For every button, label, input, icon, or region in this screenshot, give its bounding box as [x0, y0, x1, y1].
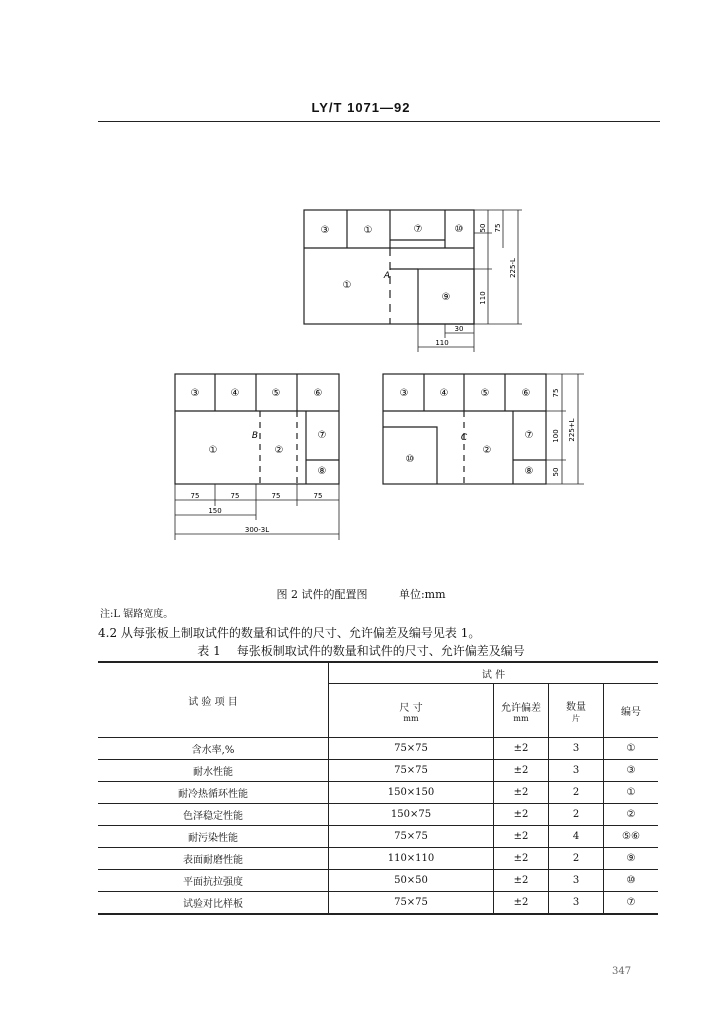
header-quantity [549, 684, 604, 738]
cell-qty: 3 [549, 870, 604, 892]
paragraph-4-2: 4.2 从每张板上制取试件的数量和试件的尺寸、允许偏差及编号见表 1。 [98, 626, 481, 640]
cell-qty: 3 [549, 760, 604, 782]
board-a-letter: A [383, 271, 391, 281]
table-row [98, 826, 658, 848]
cell-tol: ±2 [494, 804, 549, 826]
header-size [329, 684, 494, 738]
cell-size: 150×75 [329, 804, 494, 826]
figure-caption [0, 586, 722, 602]
cell-item: 试验对比样板 [98, 892, 329, 915]
cell-item: 平面抗拉强度 [98, 870, 329, 892]
table-row [98, 782, 658, 804]
dim-label: 300-3L [244, 526, 270, 534]
table-caption-text: 每张板制取试件的数量和试件的尺寸、允许偏差及编号 [236, 644, 525, 658]
cell-no: ⑩ [604, 870, 659, 892]
figure-caption-text: 图 2 试件的配置图 [276, 588, 368, 601]
board-b-top-label: ⑥ [313, 388, 323, 399]
cell-qty: 3 [549, 892, 604, 915]
cell-size: 150×150 [329, 782, 494, 804]
dim-label: 75 [190, 492, 200, 500]
cell-item: 含水率,% [98, 738, 329, 760]
cell-size: 75×75 [329, 892, 494, 915]
header-quantity-unit: 片 [572, 713, 580, 723]
cell-no: ⑤⑥ [604, 826, 659, 848]
board-b-top-label: ④ [230, 388, 240, 399]
dim-label: 225+L [568, 418, 576, 442]
cell-no: ② [604, 804, 659, 826]
table-row [98, 804, 658, 826]
table-caption [0, 642, 722, 659]
header-quantity-label: 数量 [566, 701, 586, 713]
board-c-top-label: ⑥ [521, 388, 531, 399]
dim-label: 75 [230, 492, 240, 500]
board-c-right-top-label: ⑦ [524, 430, 534, 441]
board-b-mid-label: ② [274, 445, 284, 456]
board-a-square-label: ⑨ [441, 292, 451, 303]
board-b-letter: B [251, 431, 259, 441]
cell-no: ③ [604, 760, 659, 782]
dim-label: 225-L [509, 258, 517, 278]
cell-item: 色泽稳定性能 [98, 804, 329, 826]
dim-label: 100 [552, 429, 560, 443]
cell-qty: 4 [549, 826, 604, 848]
board-b-right-bottom-label: ⑧ [317, 466, 327, 477]
cell-size: 50×50 [329, 870, 494, 892]
dim-label: 150 [208, 507, 222, 515]
table-caption-no: 表 1 [197, 644, 221, 658]
cell-no: ① [604, 738, 659, 760]
dim-label: 30 [454, 325, 464, 333]
cell-no: ⑦ [604, 892, 659, 915]
header-tolerance [494, 684, 549, 738]
board-a-top-label: ③ [320, 225, 330, 236]
cell-tol: ±2 [494, 826, 549, 848]
cell-tol: ±2 [494, 760, 549, 782]
cell-size: 75×75 [329, 738, 494, 760]
dim-label: 75 [313, 492, 323, 500]
dim-label: 50 [552, 467, 560, 477]
board-c-letter: C [460, 433, 468, 443]
board-a-large-label: ① [342, 280, 352, 291]
cell-tol: ±2 [494, 738, 549, 760]
board-c-mid-label: ② [482, 445, 492, 456]
cell-tol: ±2 [494, 782, 549, 804]
dim-label: 110 [435, 339, 449, 347]
header-number: 编号 [604, 684, 659, 738]
table-row [98, 760, 658, 782]
cell-tol: ±2 [494, 870, 549, 892]
cell-item: 表面耐磨性能 [98, 848, 329, 870]
cell-qty: 2 [549, 804, 604, 826]
header-size-unit: mm [403, 713, 419, 723]
cell-no: ① [604, 782, 659, 804]
cell-item: 耐冷热循环性能 [98, 782, 329, 804]
figure-note: 注:L 锯路宽度。 [100, 609, 174, 620]
header-piece: 试 件 [329, 662, 659, 684]
board-b-right-top-label: ⑦ [317, 430, 327, 441]
cell-size: 110×110 [329, 848, 494, 870]
header-item: 试 验 项 目 [98, 662, 329, 738]
table-row [98, 870, 658, 892]
board-c-top-label: ④ [439, 388, 449, 399]
header-tolerance-label: 允许偏差 [501, 702, 541, 714]
cell-size: 75×75 [329, 826, 494, 848]
board-a-top-label: ⑦ [413, 224, 423, 235]
page-number: 347 [612, 966, 632, 977]
cell-size: 75×75 [329, 760, 494, 782]
table-row [98, 892, 658, 915]
table-row [98, 848, 658, 870]
header-size-label: 尺 寸 [399, 702, 423, 714]
dim-label: 75 [494, 223, 502, 233]
table-row [98, 738, 658, 760]
board-c-top-label: ⑤ [480, 388, 490, 399]
cell-qty: 3 [549, 738, 604, 760]
document-code: LY/T 1071—92 [311, 100, 411, 115]
cell-item: 耐污染性能 [98, 826, 329, 848]
dim-label: 110 [479, 291, 487, 305]
header-tolerance-unit: mm [513, 713, 529, 723]
dim-label: 75 [552, 388, 560, 398]
board-b-top-label: ⑤ [271, 388, 281, 399]
specimen-table [98, 661, 658, 915]
dim-label: 50 [479, 223, 487, 233]
board-b-top-label: ③ [190, 388, 200, 399]
cell-item: 耐水性能 [98, 760, 329, 782]
board-c-left-label: ⑩ [405, 454, 415, 465]
board-c-right-bottom-label: ⑧ [524, 466, 534, 477]
board-a-top-label: ① [363, 225, 373, 236]
cell-tol: ±2 [494, 848, 549, 870]
figure-unit: 单位:mm [398, 588, 446, 601]
board-b-left-label: ① [208, 445, 218, 456]
board-c-top-label: ③ [399, 388, 409, 399]
cell-qty: 2 [549, 782, 604, 804]
board-a-top-label: ⑩ [454, 224, 464, 235]
cell-qty: 2 [549, 848, 604, 870]
cell-no: ⑨ [604, 848, 659, 870]
cell-tol: ±2 [494, 892, 549, 915]
dim-label: 75 [271, 492, 281, 500]
